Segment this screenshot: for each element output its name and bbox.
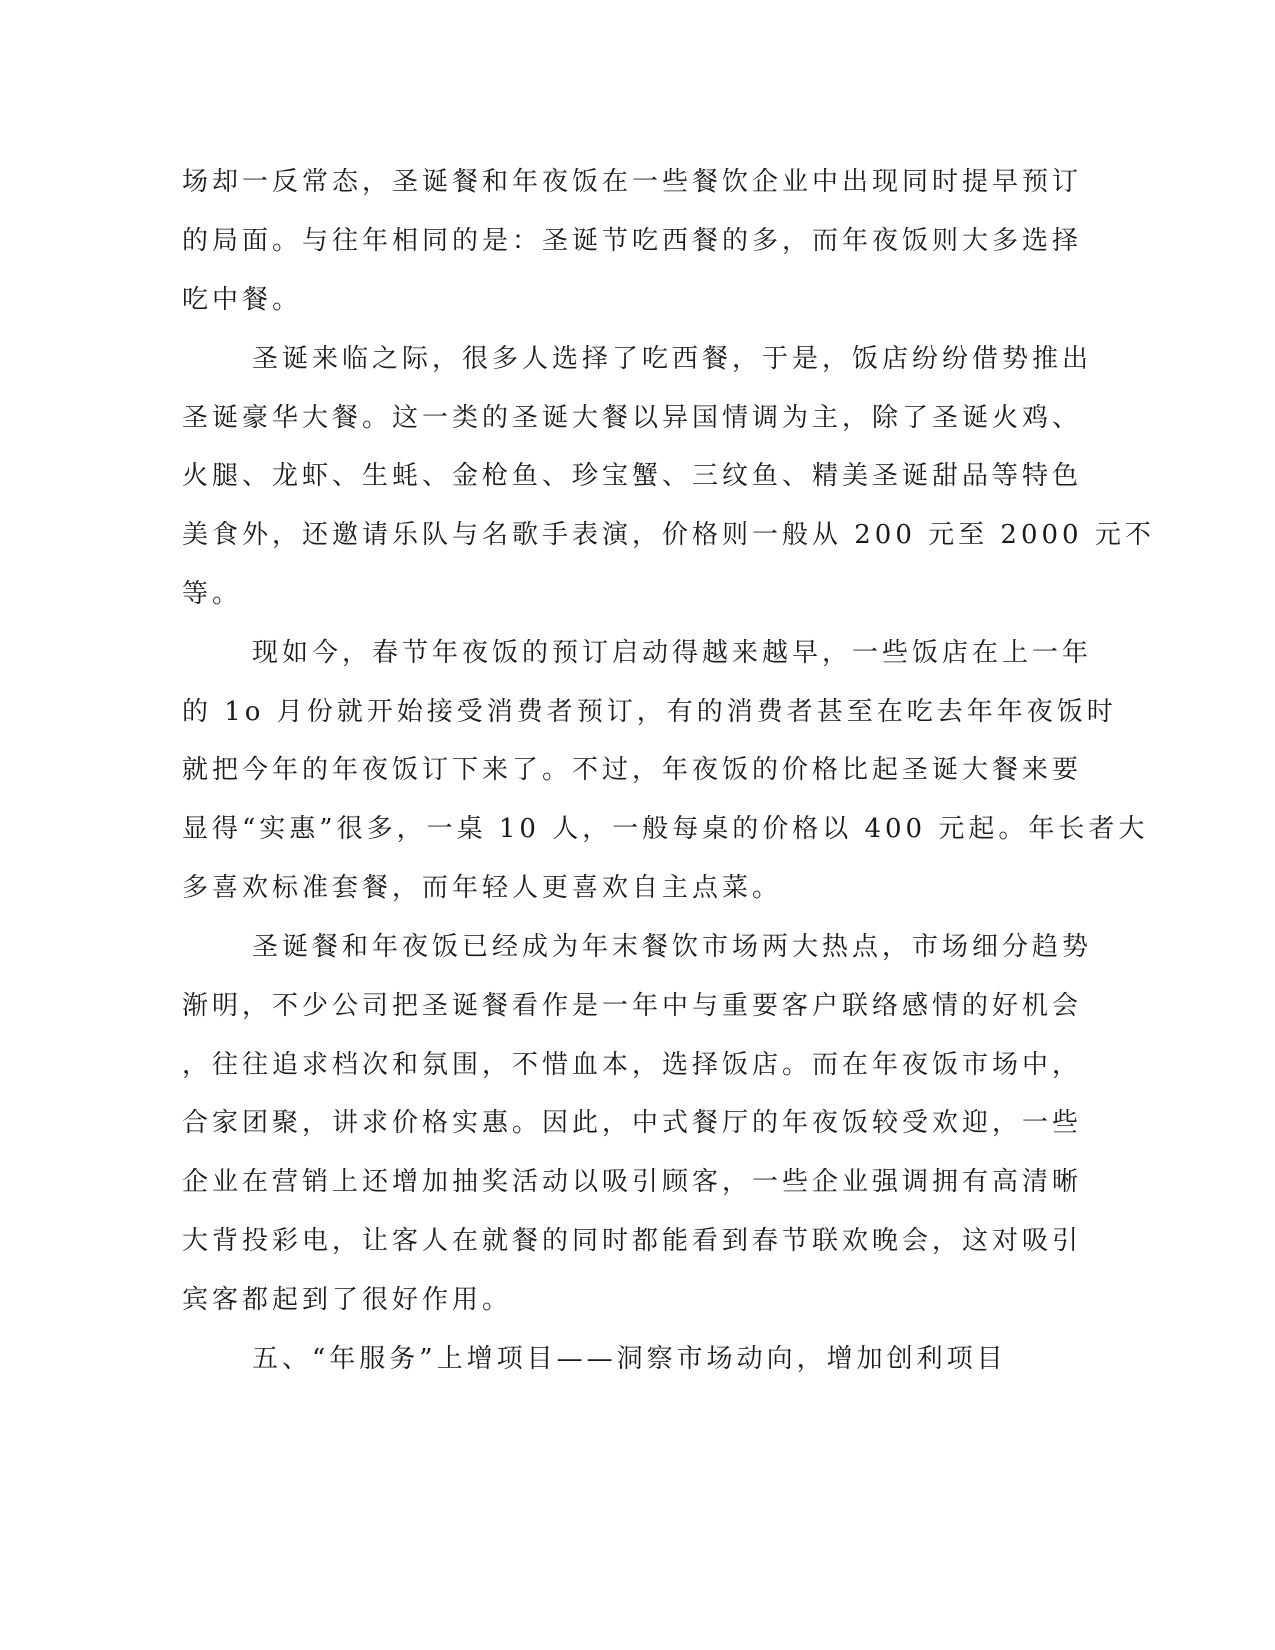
text-line: 显得“实惠”很多，一桌 10 人，一般每桌的价格以 400 元起。年长者大 xyxy=(182,814,1149,844)
text-line: 多喜欢标准套餐，而年轻人更喜欢自主点菜。 xyxy=(182,873,783,903)
text-line: 圣诞豪华大餐。这一类的圣诞大餐以异国情调为主，除了圣诞火鸡、 xyxy=(182,403,1083,433)
text-line: 等。 xyxy=(182,579,243,609)
text-line: 就把今年的年夜饭订下来了。不过，年夜饭的价格比起圣诞大餐来要 xyxy=(182,755,1083,785)
text-line: 美食外，还邀请乐队与名歌手表演，价格则一般从 200 元至 2000 元不 xyxy=(182,520,1155,550)
text-line: 吃中餐。 xyxy=(182,285,303,315)
text-line: 场却一反常态，圣诞餐和年夜饭在一些餐饮企业中出现同时提早预订 xyxy=(182,167,1083,197)
paragraph-first-line: 圣诞餐和年夜饭已经成为年末餐饮市场两大热点，市场细分趋势 xyxy=(252,932,1093,962)
text-line: 大背投彩电，让客人在就餐的同时都能看到春节联欢晚会，这对吸引 xyxy=(182,1226,1083,1256)
text-line: 的 1o 月份就开始接受消费者预订，有的消费者甚至在吃去年年夜饭时 xyxy=(182,697,1117,727)
text-line: 渐明，不少公司把圣诞餐看作是一年中与重要客户联络感情的好机会 xyxy=(182,991,1083,1021)
paragraph-first-line: 现如今，春节年夜饭的预订启动得越来越早，一些饭店在上一年 xyxy=(252,638,1093,668)
text-line: 的局面。与往年相同的是：圣诞节吃西餐的多，而年夜饭则大多选择 xyxy=(182,226,1083,256)
text-line: 宾客都起到了很好作用。 xyxy=(182,1285,513,1315)
text-line: ，往往追求档次和氛围，不惜血本，选择饭店。而在年夜饭市场中， xyxy=(182,1050,1083,1080)
paragraph-first-line: 圣诞来临之际，很多人选择了吃西餐，于是，饭店纷纷借势推出 xyxy=(252,344,1093,374)
text-line: 企业在营销上还增加抽奖活动以吸引顾客，一些企业强调拥有高清晰 xyxy=(182,1167,1083,1197)
text-line: 合家团聚，讲求价格实惠。因此，中式餐厅的年夜饭较受欢迎，一些 xyxy=(182,1108,1083,1138)
section-heading: 五、“年服务”上增项目——洞察市场动向，增加创利项目 xyxy=(252,1344,1007,1374)
text-line: 火腿、龙虾、生蚝、金枪鱼、珍宝蟹、三纹鱼、精美圣诞甜品等特色 xyxy=(182,461,1083,491)
